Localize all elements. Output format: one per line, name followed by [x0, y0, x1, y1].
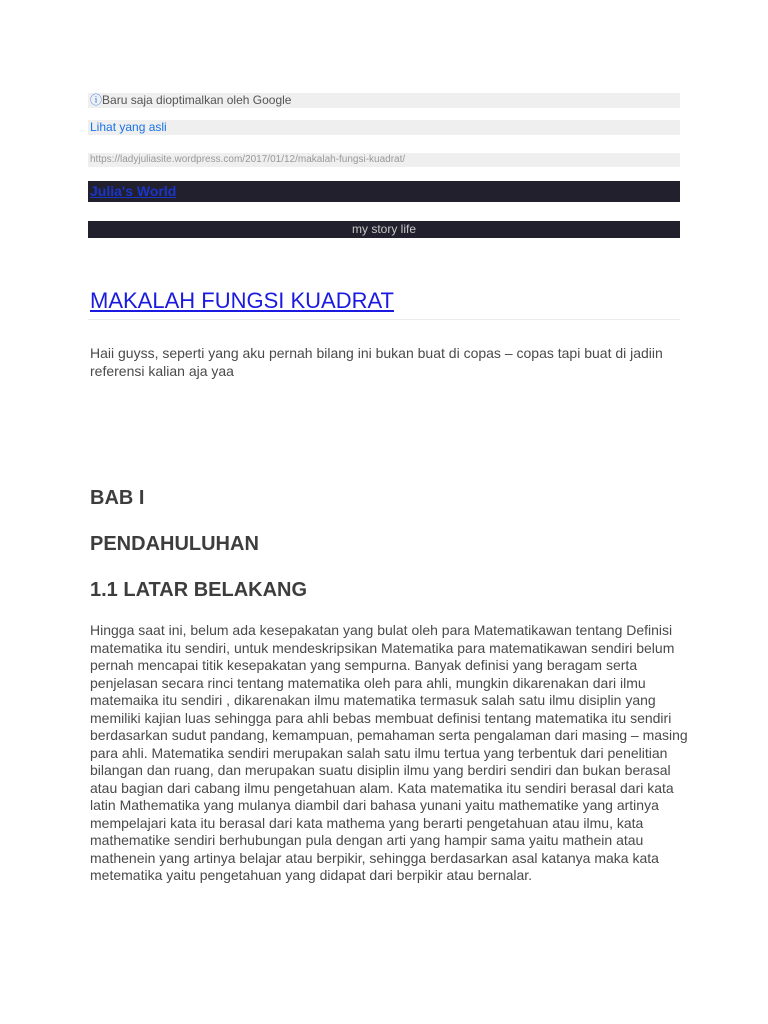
view-original-link[interactable]: Lihat yang asli: [88, 120, 680, 135]
post-title[interactable]: MAKALAH FUNGSI KUADRAT: [90, 288, 394, 313]
source-url[interactable]: https://ladyjuliasite.wordpress.com/2017/01/12/makalah-fungsi-kuadrat/: [88, 153, 680, 167]
heading-pendahuluan: PENDAHULUHAN: [90, 533, 259, 555]
heading-bab: BAB I: [90, 487, 145, 509]
optimized-notice: [88, 93, 680, 108]
site-name-link[interactable]: Julia's World: [90, 183, 177, 199]
post-body-paragraph: Hingga saat ini, belum ada kesepakatan yang bulat oleh para Matematikawan tentang Definisi matematika itu sendiri, untuk mendeskripsikan Matematika para matematikawan sendiri belum pernah mencapai titik kesepakatan yang sempurna. Banyak definisi yang beragam serta penjelasan secara rinci tentang matematika oleh para ahli, mungkin dikarenakan dari ilmu matemaika itu sendiri , dikarenakan ilmu matematika termasuk salah satu ilmu disiplin yang memiliki kajian luas sehingga para ahli bebas membuat definisi tentang matematika itu sendiri berdasarkan sudut pandang, kemampuan, pemahaman serta pengalaman dari masing – masing para ahli. Matematika sendiri merupakan salah satu ilmu tertua yang terbentuk dari penelitian bilangan dan ruang, dan merupakan suatu disiplin ilmu yang berdiri sendiri dan bukan berasal atau bagian dari cabang ilmu pengetahuan alam. Kata matematika itu sendiri berasal dari kata latin Mathematika yang mulanya diambil dari bahasa yunani yaitu mathematike yang artinya mempelajari kata itu berasal dari kata mathema yang berarti pengetahuan atau ilmu, kata mathematike sendiri berhubungan pula dengan arti yang hampir sama yaitu mathein atau mathenein yang artinya belajar atau berpikir, sehingga berdasarkan asal katanya maka kata metematika yaitu pengetahuan yang didapat dari berpikir atau bernalar.: [90, 622, 688, 883]
post-intro: Haii guyss, seperti yang aku pernah bilang ini bukan buat di copas – copas tapi buat di jadiin referensi kalian aja yaa: [90, 345, 663, 379]
optimized-notice-text: Baru saja dioptimalkan oleh Google: [102, 93, 292, 107]
title-divider: [88, 319, 680, 320]
site-header: [88, 181, 680, 202]
heading-latar-belakang: 1.1 LATAR BELAKANG: [90, 579, 308, 601]
info-icon[interactable]: ⓘ: [90, 93, 103, 107]
site-tagline: my story life: [88, 221, 680, 238]
